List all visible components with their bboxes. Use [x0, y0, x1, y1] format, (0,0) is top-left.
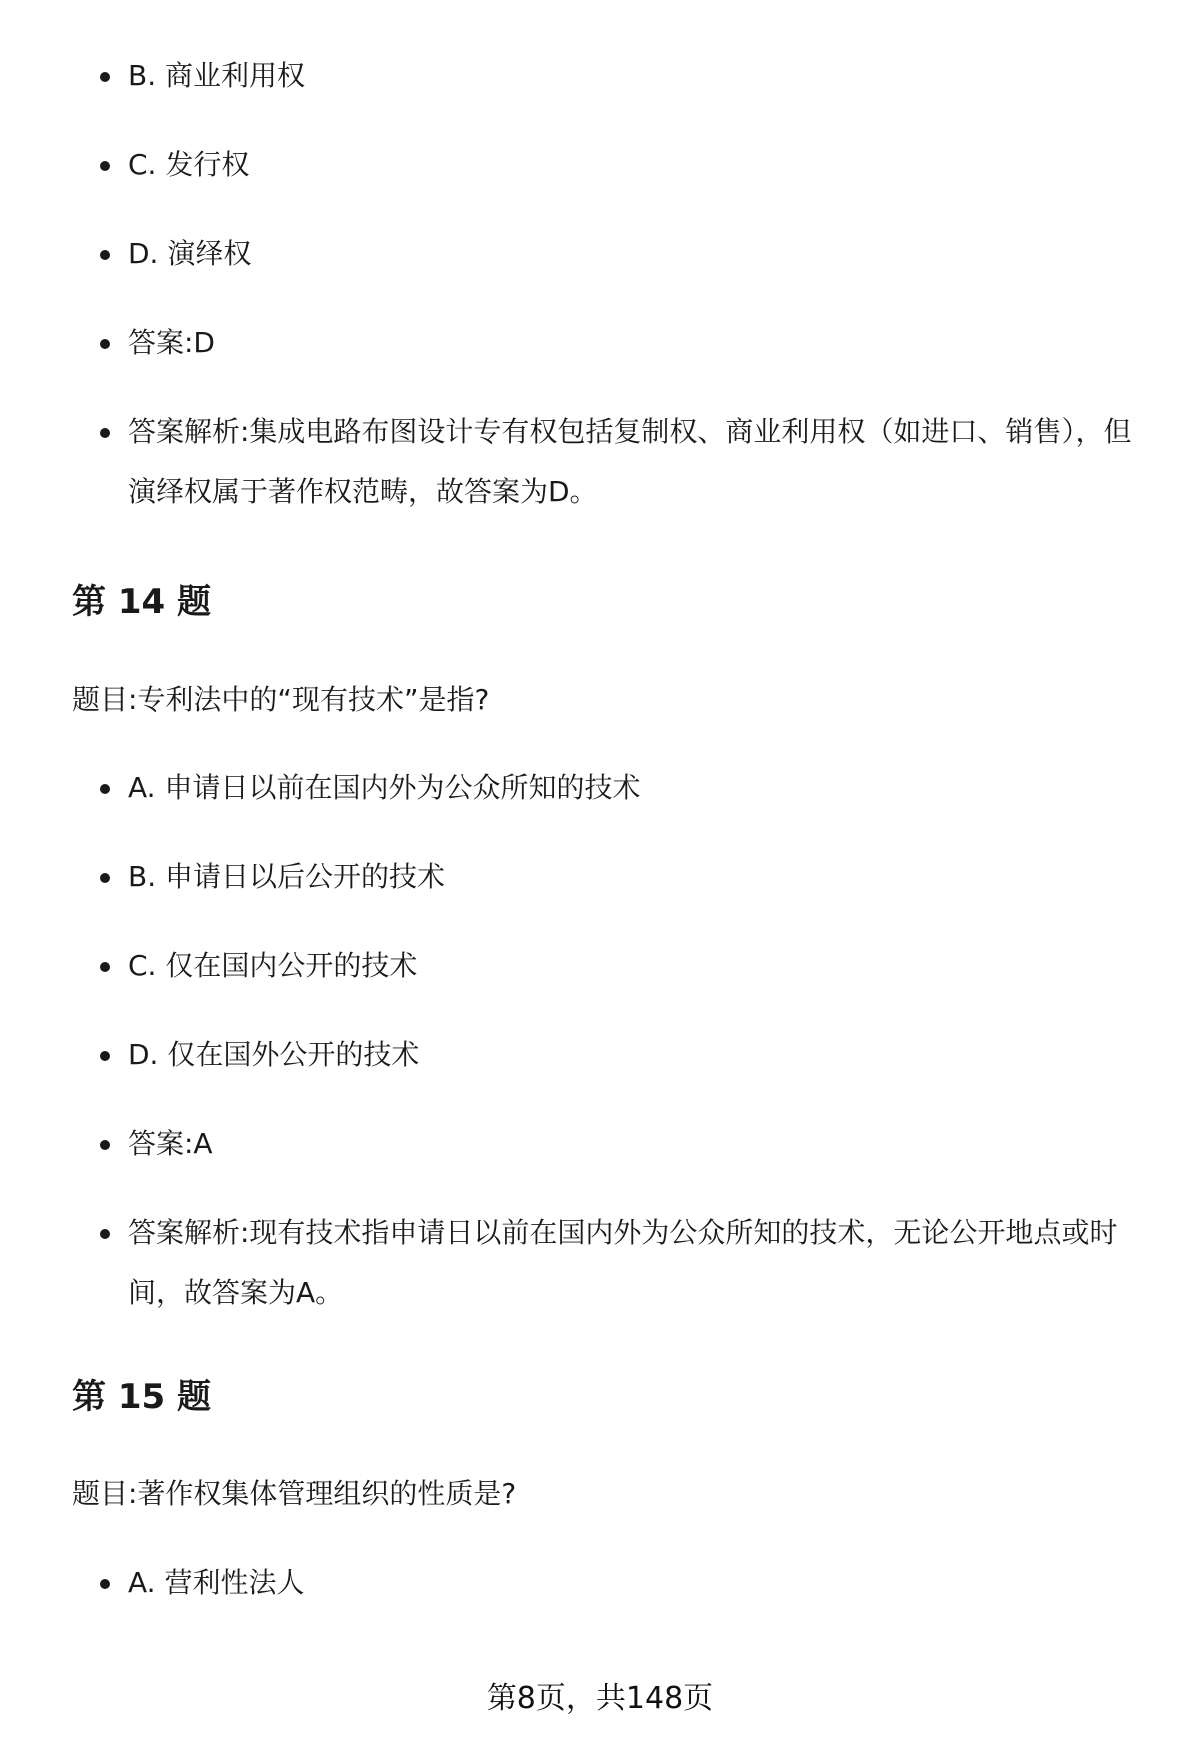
- option-a: A. 申请日以前在国内外为公众所知的技术: [72, 758, 1140, 818]
- q14-question: 题目:专利法中的“现有技术”是指?: [72, 683, 490, 716]
- q13-continuation: [72, 46, 1140, 551]
- q15-options: [72, 1553, 1140, 1642]
- answer-explanation: 答案解析:现有技术指申请日以前在国内外为公众所知的技术，无论公开地点或时间，故答案为A。: [72, 1203, 1140, 1323]
- q14-options: [72, 758, 1140, 1352]
- option-c: C. 发行权: [72, 135, 1140, 195]
- answer: 答案:A: [72, 1114, 1140, 1174]
- option-a: A. 营利性法人: [72, 1553, 1140, 1613]
- page-number: 第8页，共148页: [486, 1681, 714, 1716]
- option-b: B. 商业利用权: [72, 46, 1140, 106]
- option-d: D. 仅在国外公开的技术: [72, 1025, 1140, 1085]
- option-b: B. 申请日以后公开的技术: [72, 847, 1140, 907]
- q15-heading: 第 15 题: [72, 1377, 211, 1417]
- answer-explanation: 答案解析:集成电路布图设计专有权包括复制权、商业利用权（如进口、销售），但演绎权属于著作权范畴，故答案为D。: [72, 402, 1140, 522]
- answer: 答案:D: [72, 313, 1140, 373]
- q14-heading: 第 14 题: [72, 582, 211, 622]
- option-d: D. 演绎权: [72, 224, 1140, 284]
- q15-question: 题目:著作权集体管理组织的性质是?: [72, 1477, 517, 1510]
- q14-options-list: [72, 758, 1140, 1323]
- q15-options-list: [72, 1553, 1140, 1613]
- q13-options-list: [72, 46, 1140, 522]
- option-c: C. 仅在国内公开的技术: [72, 936, 1140, 996]
